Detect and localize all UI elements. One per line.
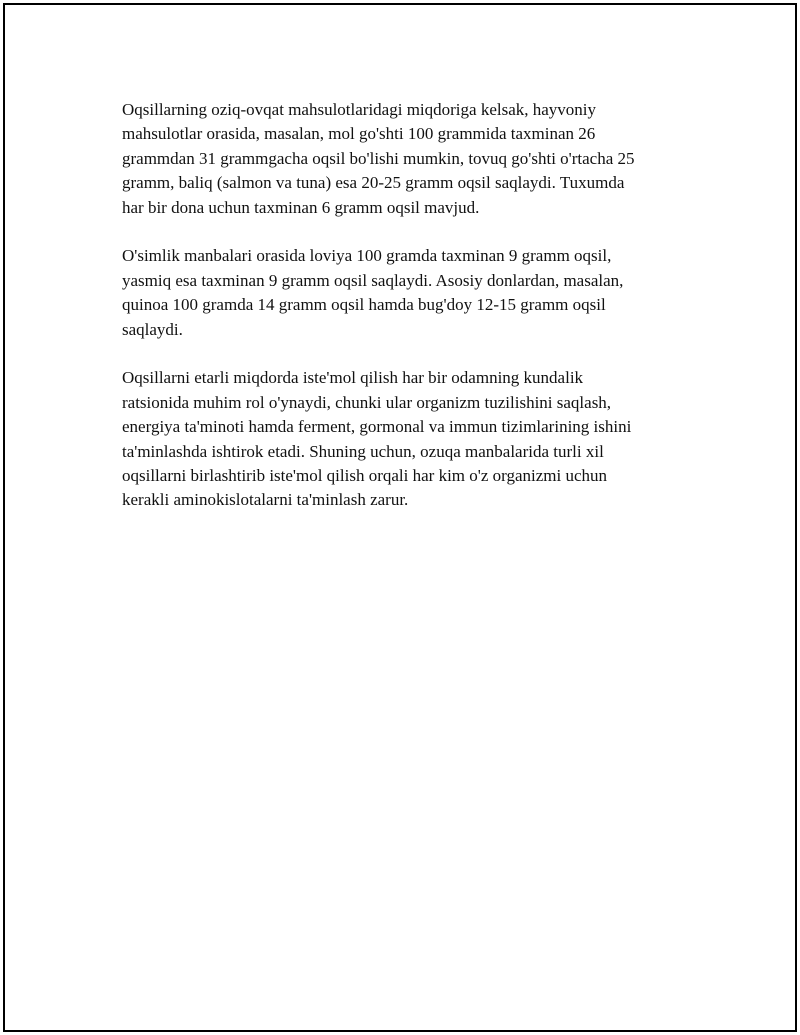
page-frame bbox=[3, 3, 797, 1032]
paragraph-protein-importance: Oqsillarni etarli miqdorda iste'mol qilish har bir odamning kundalik ratsionida muhim rol o'ynaydi, chunki ular organizm tuzilishini saqlash, energiya ta'minoti hamda ferment, gormonal va immun tizimlarining ishini ta'minlashda ishtirok etadi. Shuning uchun, ozuqa manbalarida turli xil oqsillarni birlashtirib iste'mol qilish orqali har kim o'z organizmi uchun kerakli aminokislotalarni ta'minlash zarur. bbox=[122, 368, 632, 510]
document-body bbox=[122, 98, 682, 537]
paragraph-animal-protein: Oqsillarning oziq-ovqat mahsulotlaridagi miqdoriga kelsak, hayvoniy mahsulotlar orasida, masalan, mol go'shti 100 grammida taxminan 26 grammdan 31 grammgacha oqsil bo'lishi mumkin, tovuq go'shti o'rtacha 25 gramm, baliq (salmon va tuna) esa 20-25 gramm oqsil saqlaydi. Tuxumda har bir dona uchun taxminan 6 gramm oqsil mavjud. bbox=[122, 100, 635, 217]
paragraph-plant-protein: O'simlik manbalari orasida loviya 100 gramda taxminan 9 gramm oqsil, yasmiq esa taxminan 9 gramm oqsil saqlaydi. Asosiy donlardan, masalan, quinoa 100 gramda 14 gramm oqsil hamda bug'doy 12-15 gramm oqsil saqlaydi. bbox=[122, 246, 624, 339]
